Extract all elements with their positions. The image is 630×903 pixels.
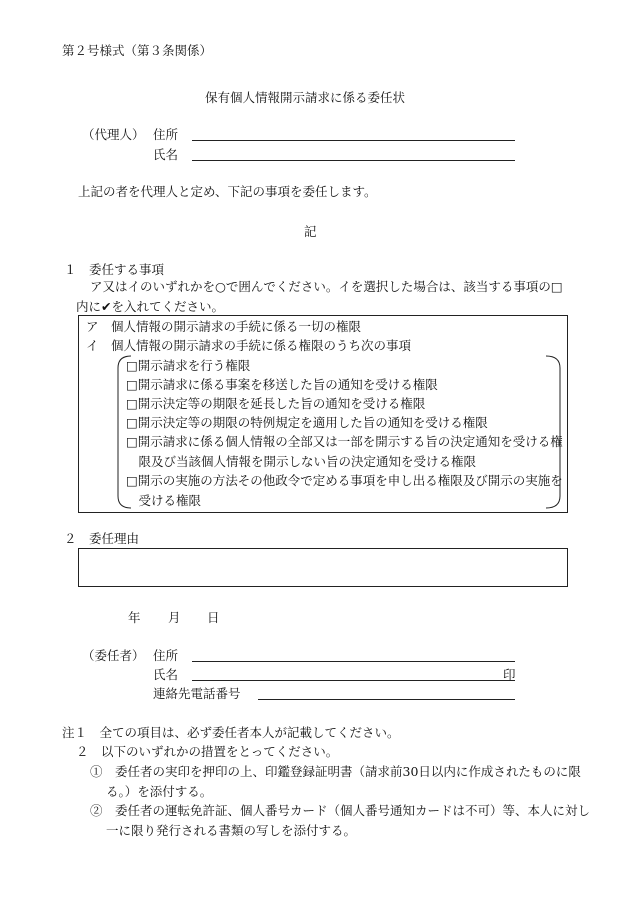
phone-field[interactable] <box>258 699 515 700</box>
section1-heading: １ 委任する事項 <box>64 262 165 277</box>
agent-name-label: 氏名 <box>153 147 179 162</box>
principal-address-label: 住所 <box>153 648 179 663</box>
option-i[interactable]: イ 個人情報の開示請求の手続に係る権限のうち次の事項 <box>86 338 412 353</box>
permission-checkbox-implementation[interactable]: □開示の実施の方法その他政令で定める事項を申し出る権限及び開示の実施を受ける権限 <box>126 473 563 508</box>
note-1: 注１ 全ての項目は、必ず委任者本人が記載してください。 <box>62 725 400 740</box>
option-a[interactable]: ア 個人情報の開示請求の手続に係る一切の権限 <box>86 319 362 334</box>
date-day: 日 <box>207 610 220 625</box>
phone-label: 連絡先電話番号 <box>153 686 241 701</box>
ki-heading: 記 <box>304 224 317 239</box>
principal-address-field[interactable] <box>192 661 515 662</box>
principal-name-label: 氏名 <box>153 667 179 682</box>
note-2-2: ② 委任者の運転免許証、個人番号カード（個人番号通知カードは不可）等、本人に対し一に限り発行される書類の写しを添付する。 <box>90 803 591 838</box>
page-title: 保有個人情報開示請求に係る委任状 <box>205 90 406 105</box>
section1-instruction: ア又はイのいずれかを○で囲んでください。イを選択した場合は、該当する事項の□内に✔を入れてください。 <box>76 279 563 314</box>
permission-checkbox-disclosure-decision[interactable]: □開示請求に係る個人情報の全部又は一部を開示する旨の決定通知を受ける権限及び当該個人情報を開示しない旨の決定通知を受ける権限 <box>126 434 563 469</box>
form-number: 第２号様式（第３条関係） <box>62 43 213 58</box>
agent-label: （代理人） <box>82 127 145 142</box>
agent-address-label: 住所 <box>153 127 179 142</box>
principal-name-field[interactable] <box>192 680 515 681</box>
permission-checkbox-request[interactable]: □開示請求を行う権限 <box>126 358 251 373</box>
permission-checkbox-extension[interactable]: □開示決定等の期限を延長した旨の通知を受ける権限 <box>126 396 426 411</box>
section2-heading: ２ 委任理由 <box>64 531 140 546</box>
note-2: ２ 以下のいずれかの措置をとってください。 <box>76 744 339 759</box>
date-month: 月 <box>168 610 181 625</box>
reason-field[interactable] <box>78 548 568 587</box>
agent-name-field[interactable] <box>192 160 515 161</box>
note-2-1: ① 委任者の実印を押印の上、印鑑登録証明書（請求前30日以内に作成されたものに限る。）を添付する。 <box>90 764 581 799</box>
permission-checkbox-special-extension[interactable]: □開示決定等の期限の特例規定を適用した旨の通知を受ける権限 <box>126 415 488 430</box>
permission-checkbox-transfer[interactable]: □開示請求に係る事案を移送した旨の通知を受ける権限 <box>126 377 438 392</box>
date-year: 年 <box>128 610 141 625</box>
seal-mark: 印 <box>503 667 516 682</box>
delegation-statement: 上記の者を代理人と定め、下記の事項を委任します。 <box>78 184 377 199</box>
agent-address-field[interactable] <box>192 140 515 141</box>
principal-label: （委任者） <box>82 648 145 663</box>
